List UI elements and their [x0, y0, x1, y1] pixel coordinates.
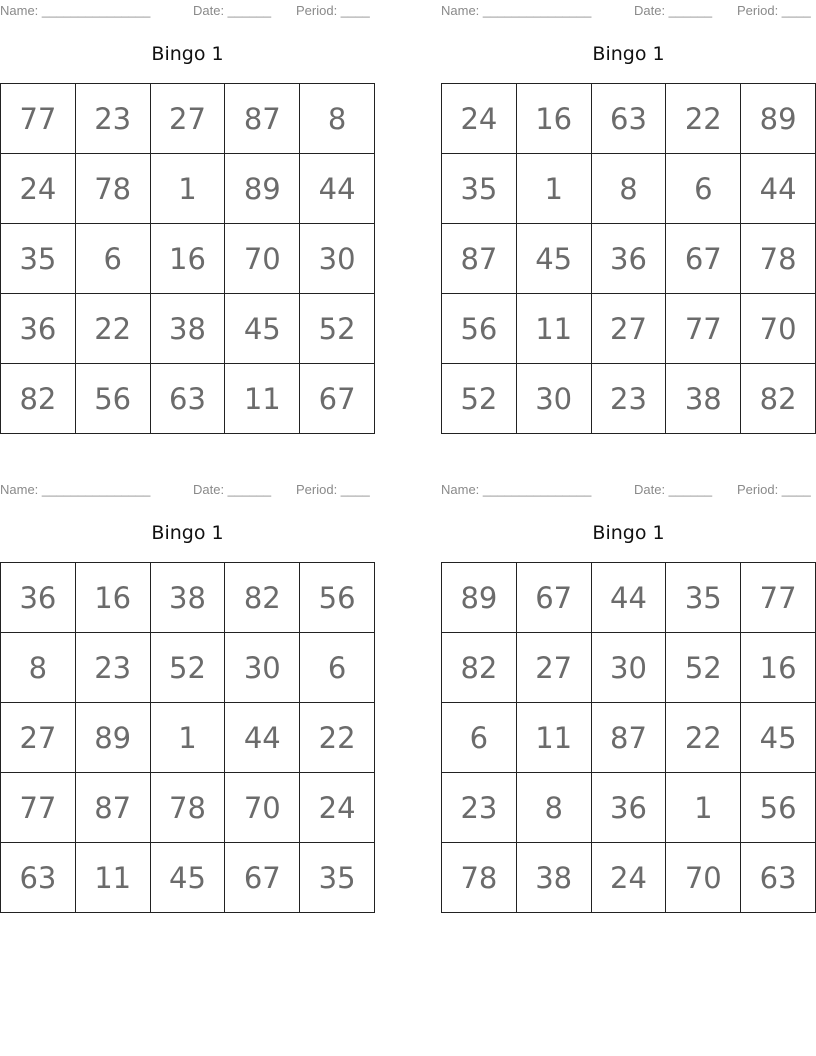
grid-row	[442, 364, 816, 434]
grid-row	[442, 703, 816, 773]
grid-row	[442, 294, 816, 364]
grid-cell: 27	[150, 84, 225, 154]
grid-cell: 82	[1, 364, 76, 434]
grid-row	[1, 633, 375, 703]
grid-cell: 35	[300, 843, 375, 913]
grid-row	[1, 773, 375, 843]
grid-cell: 8	[516, 773, 591, 843]
card-title: Bingo 1	[151, 43, 224, 65]
grid-cell: 77	[666, 294, 741, 364]
grid-cell: 56	[442, 294, 517, 364]
grid-cell: 70	[741, 294, 816, 364]
period-field-label: Period: ____	[296, 482, 370, 497]
grid-cell: 1	[150, 154, 225, 224]
grid-cell: 70	[225, 773, 300, 843]
grid-cell: 27	[1, 703, 76, 773]
grid-cell: 24	[300, 773, 375, 843]
grid-cell: 63	[741, 843, 816, 913]
grid-cell: 36	[591, 224, 666, 294]
period-field-label: Period: ____	[296, 3, 370, 18]
grid-cell: 24	[442, 84, 517, 154]
grid-cell: 52	[442, 364, 517, 434]
card-header	[0, 482, 375, 498]
grid-cell: 78	[75, 154, 150, 224]
bingo-card-3	[0, 479, 375, 919]
name-field-label: Name: _______________	[0, 482, 151, 497]
grid-cell: 56	[741, 773, 816, 843]
grid-cell: 22	[300, 703, 375, 773]
grid-cell: 16	[516, 84, 591, 154]
grid-cell: 63	[1, 843, 76, 913]
grid-cell: 52	[666, 633, 741, 703]
card-header	[441, 3, 816, 19]
grid-cell: 78	[442, 843, 517, 913]
grid-cell: 1	[150, 703, 225, 773]
name-field-label: Name: _______________	[0, 3, 151, 18]
grid-cell: 38	[516, 843, 591, 913]
grid-cell: 77	[1, 773, 76, 843]
grid-cell: 87	[442, 224, 517, 294]
bingo-card-1	[0, 0, 375, 440]
bingo-grid	[441, 83, 816, 434]
bingo-grid	[0, 562, 375, 913]
grid-cell: 89	[225, 154, 300, 224]
grid-cell: 44	[741, 154, 816, 224]
grid-cell: 22	[75, 294, 150, 364]
card-header	[0, 3, 375, 19]
name-field-label: Name: _______________	[441, 482, 592, 497]
card-title: Bingo 1	[592, 522, 665, 544]
grid-row	[1, 364, 375, 434]
grid-cell: 45	[150, 843, 225, 913]
grid-cell: 36	[1, 563, 76, 633]
grid-cell: 36	[591, 773, 666, 843]
grid-cell: 27	[516, 633, 591, 703]
card-header	[441, 482, 816, 498]
period-field-label: Period: ____	[737, 3, 811, 18]
grid-cell: 45	[225, 294, 300, 364]
grid-row	[442, 633, 816, 703]
grid-cell: 78	[150, 773, 225, 843]
grid-cell: 63	[591, 84, 666, 154]
grid-cell: 22	[666, 703, 741, 773]
grid-cell: 35	[442, 154, 517, 224]
grid-cell: 16	[150, 224, 225, 294]
grid-row	[442, 563, 816, 633]
grid-cell: 87	[225, 84, 300, 154]
grid-cell: 16	[75, 563, 150, 633]
grid-cell: 23	[75, 633, 150, 703]
grid-cell: 87	[75, 773, 150, 843]
grid-cell: 30	[300, 224, 375, 294]
grid-cell: 52	[300, 294, 375, 364]
bingo-grid	[441, 562, 816, 913]
grid-cell: 44	[591, 563, 666, 633]
grid-cell: 63	[150, 364, 225, 434]
grid-cell: 11	[516, 294, 591, 364]
grid-row	[442, 843, 816, 913]
grid-cell: 30	[516, 364, 591, 434]
grid-cell: 78	[741, 224, 816, 294]
grid-cell: 24	[1, 154, 76, 224]
grid-row	[1, 563, 375, 633]
grid-cell: 87	[591, 703, 666, 773]
grid-cell: 23	[591, 364, 666, 434]
date-field-label: Date: ______	[634, 3, 713, 18]
grid-cell: 67	[225, 843, 300, 913]
card-title: Bingo 1	[151, 522, 224, 544]
grid-cell: 6	[666, 154, 741, 224]
grid-cell: 67	[300, 364, 375, 434]
grid-cell: 16	[741, 633, 816, 703]
grid-row	[1, 224, 375, 294]
grid-cell: 89	[75, 703, 150, 773]
grid-cell: 27	[591, 294, 666, 364]
grid-cell: 23	[442, 773, 517, 843]
grid-cell: 23	[75, 84, 150, 154]
grid-cell: 44	[300, 154, 375, 224]
period-field-label: Period: ____	[737, 482, 811, 497]
grid-cell: 70	[666, 843, 741, 913]
grid-cell: 89	[442, 563, 517, 633]
grid-cell: 11	[225, 364, 300, 434]
grid-cell: 45	[741, 703, 816, 773]
grid-cell: 56	[300, 563, 375, 633]
grid-cell: 45	[516, 224, 591, 294]
grid-cell: 70	[225, 224, 300, 294]
grid-cell: 67	[666, 224, 741, 294]
grid-row	[442, 773, 816, 843]
grid-row	[442, 224, 816, 294]
grid-cell: 44	[225, 703, 300, 773]
grid-row	[1, 154, 375, 224]
grid-cell: 77	[1, 84, 76, 154]
grid-cell: 8	[1, 633, 76, 703]
grid-row	[442, 154, 816, 224]
grid-cell: 56	[75, 364, 150, 434]
grid-cell: 6	[75, 224, 150, 294]
grid-cell: 22	[666, 84, 741, 154]
grid-cell: 38	[666, 364, 741, 434]
grid-cell: 1	[666, 773, 741, 843]
grid-cell: 30	[591, 633, 666, 703]
grid-cell: 11	[75, 843, 150, 913]
grid-row	[1, 703, 375, 773]
bingo-grid	[0, 83, 375, 434]
grid-cell: 24	[591, 843, 666, 913]
grid-row	[1, 84, 375, 154]
date-field-label: Date: ______	[193, 3, 272, 18]
grid-cell: 8	[591, 154, 666, 224]
grid-cell: 35	[1, 224, 76, 294]
grid-cell: 36	[1, 294, 76, 364]
grid-cell: 82	[741, 364, 816, 434]
date-field-label: Date: ______	[193, 482, 272, 497]
bingo-card-4	[441, 479, 816, 919]
grid-cell: 82	[442, 633, 517, 703]
grid-cell: 77	[741, 563, 816, 633]
grid-cell: 1	[516, 154, 591, 224]
bingo-card-2	[441, 0, 816, 440]
grid-cell: 11	[516, 703, 591, 773]
grid-cell: 38	[150, 563, 225, 633]
grid-row	[1, 843, 375, 913]
grid-cell: 89	[741, 84, 816, 154]
card-title: Bingo 1	[592, 43, 665, 65]
grid-cell: 8	[300, 84, 375, 154]
grid-cell: 52	[150, 633, 225, 703]
grid-cell: 6	[300, 633, 375, 703]
name-field-label: Name: _______________	[441, 3, 592, 18]
grid-cell: 30	[225, 633, 300, 703]
grid-cell: 6	[442, 703, 517, 773]
grid-row	[1, 294, 375, 364]
grid-cell: 35	[666, 563, 741, 633]
grid-cell: 67	[516, 563, 591, 633]
grid-row	[442, 84, 816, 154]
grid-cell: 82	[225, 563, 300, 633]
grid-cell: 38	[150, 294, 225, 364]
date-field-label: Date: ______	[634, 482, 713, 497]
